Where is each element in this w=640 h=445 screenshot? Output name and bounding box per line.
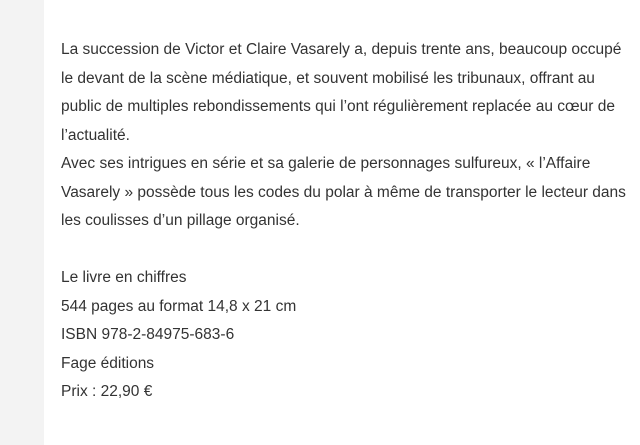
book-price: Prix : 22,90 € — [61, 383, 153, 400]
article-paragraph-2: Avec ses intrigues en série et sa galerie de personnages sulfureux, « l’Affaire Vasarely » possède tous les codes du polar à même de transporter le lecteur dans les coulisses d’un pillage organisé. — [61, 155, 626, 229]
left-gutter — [0, 0, 44, 445]
book-publisher: Fage éditions — [61, 354, 155, 372]
book-info-heading: Le livre en chiffres — [61, 269, 187, 286]
spacer — [61, 236, 633, 265]
article-paragraph-1: La succession de Victor et Claire Vasarely a, depuis trente ans, beaucoup occupé le devant de la scène médiatique, et souvent mobilisé les tribunaux, offrant au public de multiples rebondissements qui l’ont régulièrement replacée au cœur de l’actualité. — [61, 41, 622, 144]
article-body — [61, 36, 633, 407]
book-pages: 544 pages au format 14,8 x 21 cm — [61, 297, 297, 315]
book-isbn: ISBN 978-2-84975-683-6 — [61, 326, 235, 343]
